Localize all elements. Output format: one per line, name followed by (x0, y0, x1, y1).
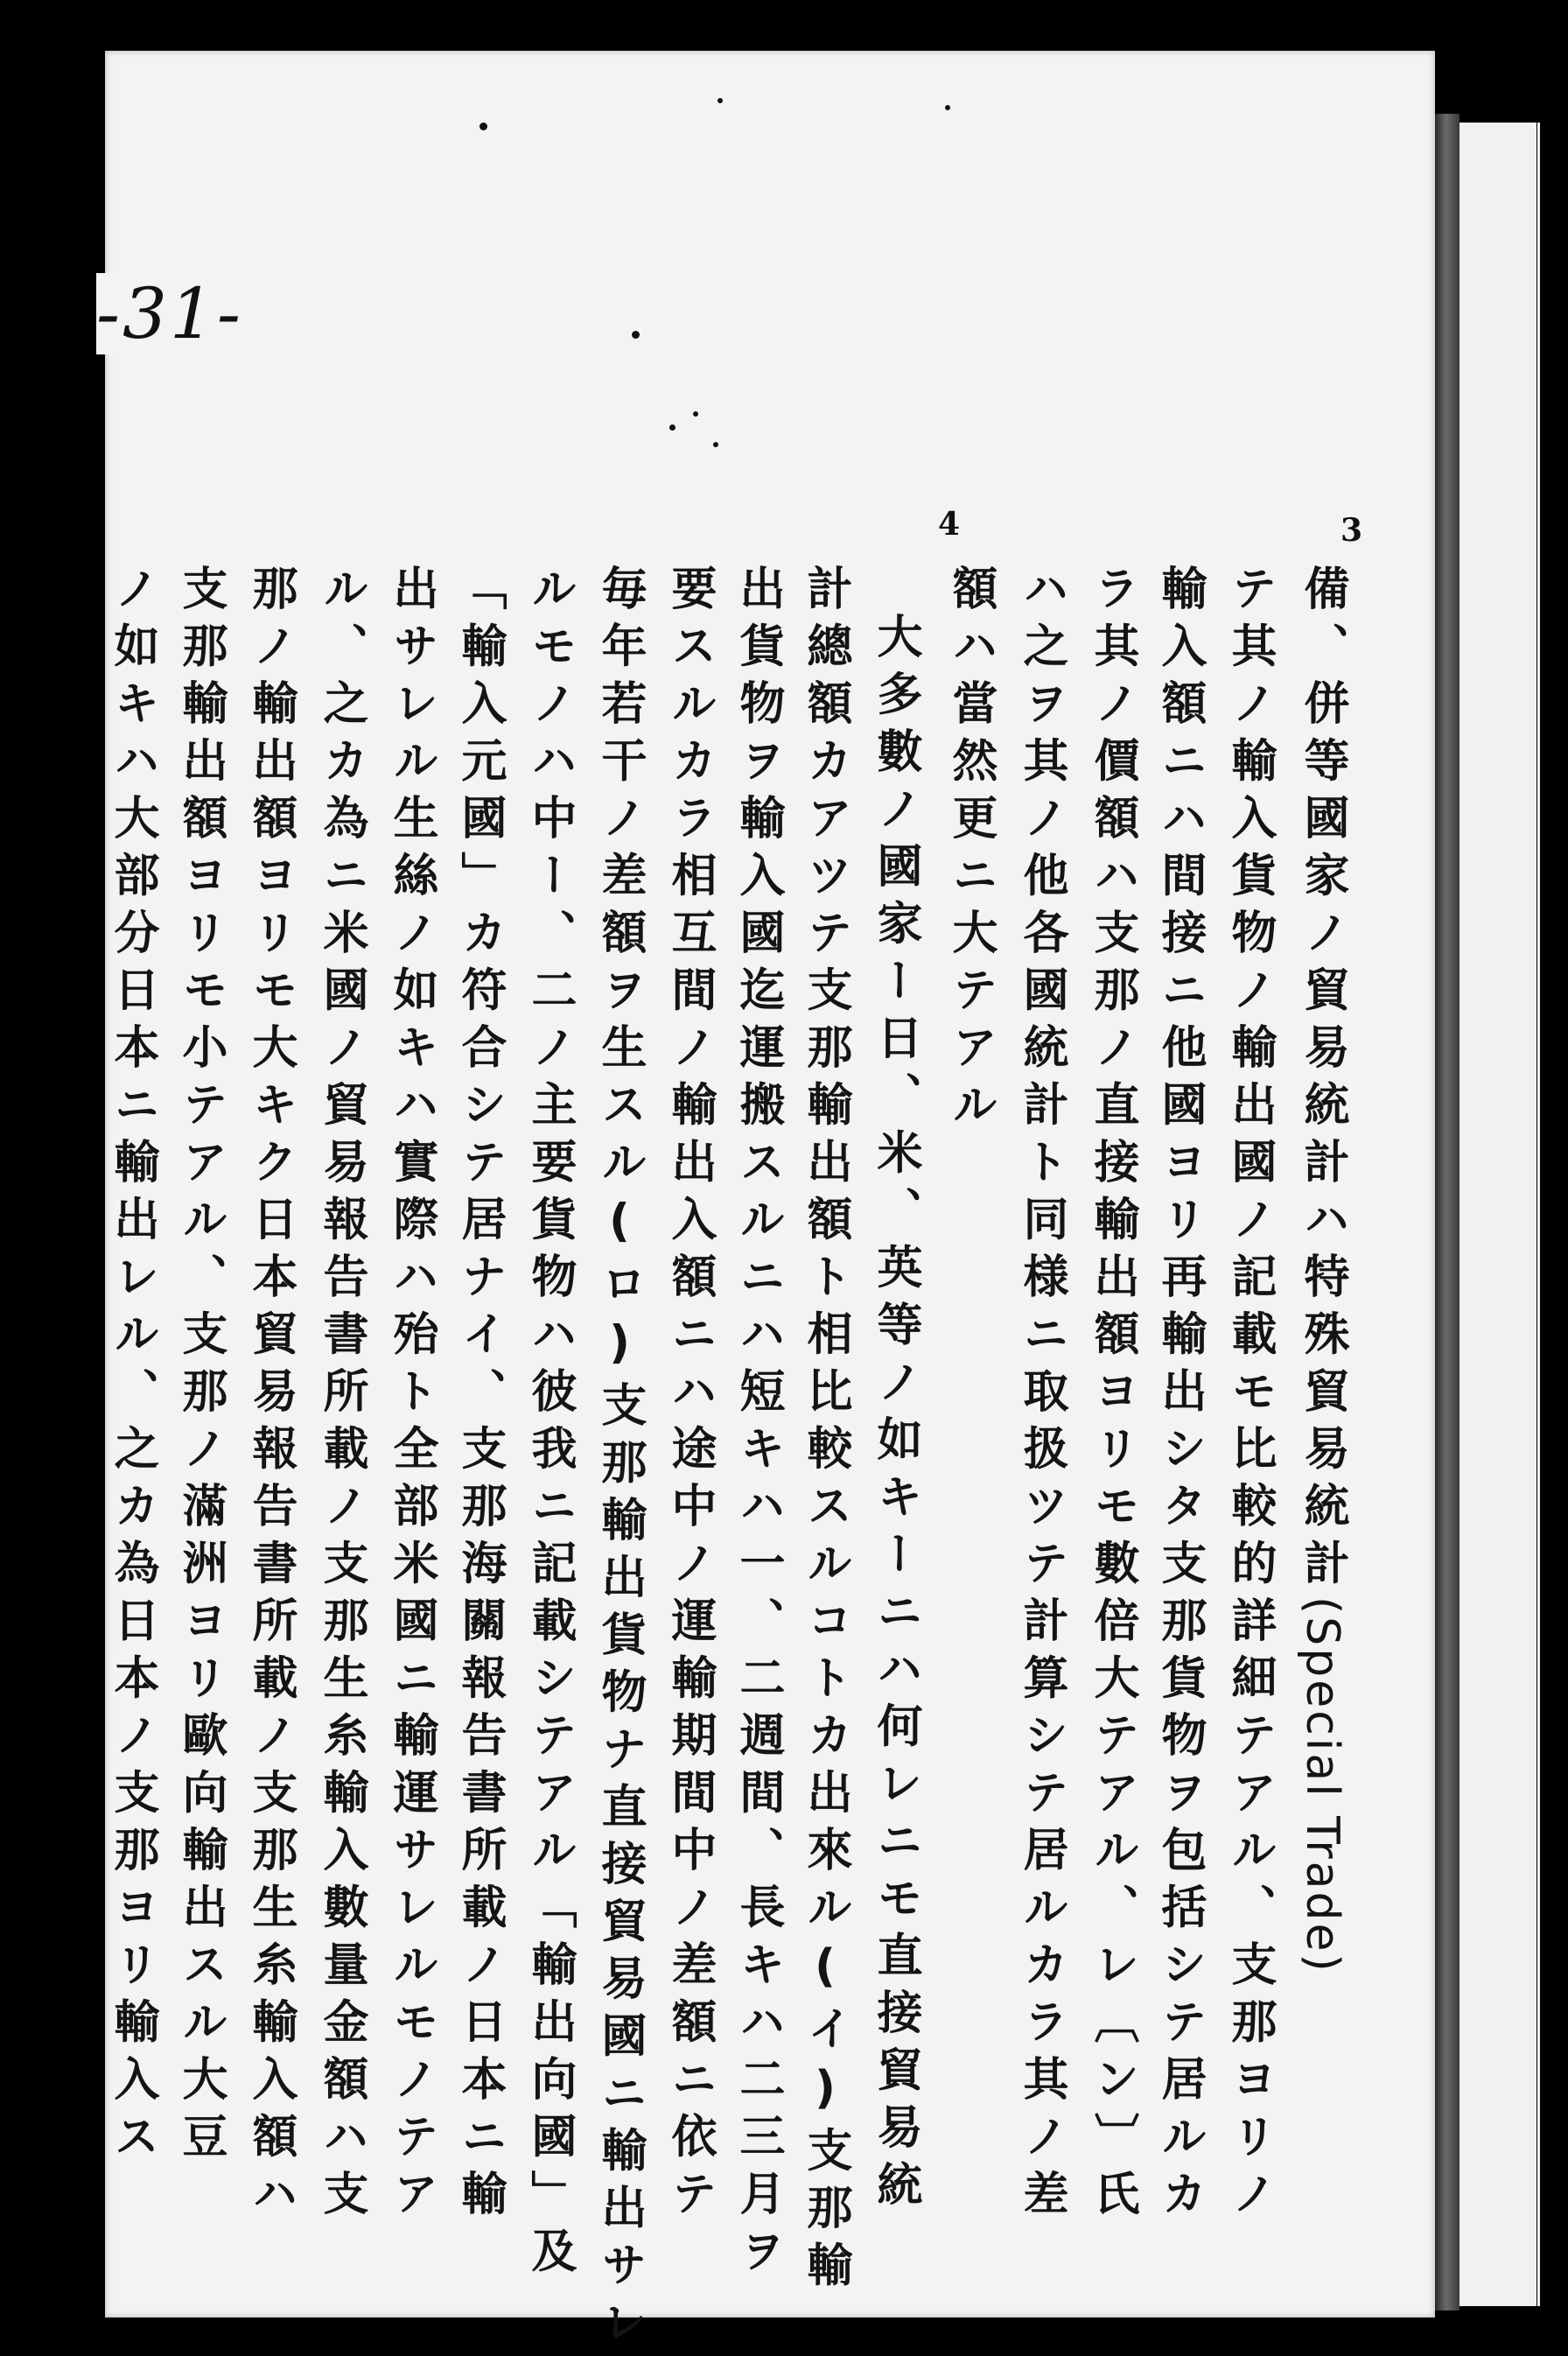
text-column: 支那輸出額ヨリモ小テアル、支那ノ滿洲ヨリ歐向輸出スル大豆 (174, 564, 227, 2170)
text-column: 那ノ輸出額ヨリモ大キク日本貿易報告書所載ノ支那生糸輸入額ハ (244, 564, 297, 2227)
text-column: 輸入額ニハ間接ニ他國ヨリ再輸出シタ支那貨物ヲ包括シテ居ルカ (1153, 564, 1206, 2227)
text-column: 大多數ノ國家ー日、米、英等ノ如キーニハ何レニモ直接貿易統 (869, 613, 921, 2218)
handwritten-page-number: -31- (96, 273, 243, 354)
folio-right: 3 (1340, 512, 1363, 549)
speck (669, 424, 676, 431)
text-column: 備、併等國家ノ貿易統計ハ特殊貿易統計(Special Trade) (1296, 564, 1348, 1974)
speck (945, 105, 950, 110)
speck (718, 98, 723, 103)
text-column: ルモノハ中ー、二ノ主要貨物ハ彼我ニ記載シテアル「輸出向國」及 (523, 564, 576, 2284)
text-column: 出サレル生絲ノ如キハ實際ハ殆ト全部米國ニ輸運サレルモノテア (385, 564, 438, 2227)
speck (693, 411, 698, 417)
text-column: 出貨物ヲ輸入國迄運搬スルニハ短キハ一、二週間、長キハ二三月ヲ (732, 564, 784, 2284)
text-column: ル、之カ為ニ米國ノ貿易報告書所載ノ支那生糸輸入數量金額ハ支 (315, 564, 368, 2227)
text-column: ラ其ノ價額ハ支那ノ直接輸出額ヨリモ數倍大テアル、レ〔ン〕氏 (1086, 564, 1138, 2227)
text-column: 計總額カアツテ支那輸出額ト相比較スルコトカ出來ル(イ)支那輸 (799, 564, 851, 2298)
folio-left: 4 (938, 506, 961, 543)
text-column: 「輸入元國」カ符合シテ居ナイ、支那海關報告書所載ノ日本ニ輸 (453, 564, 506, 2227)
speck (632, 331, 640, 339)
text-column: 要スルカラ相互間ノ輸出入額ニハ途中ノ運輸期間中ノ差額ニ依テ (663, 564, 716, 2227)
text-column: ハ之ヲ其ノ他各國統計ト同様ニ取扱ツテ計算シテ居ルカラ其ノ差 (1015, 564, 1068, 2227)
text-column: テ其ノ輸入貨物ノ輸出國ノ記載モ比較的詳細テアル、支那ヨリノ (1223, 564, 1276, 2227)
text-column: ノ如キハ大部分日本ニ輸出レル、之カ為日本ノ支那ヨリ輸入ス (106, 564, 158, 2170)
text-column: 額ハ當然更ニ大テアル (944, 564, 997, 1138)
speck (480, 123, 487, 130)
frame-edge (1537, 123, 1540, 2306)
speck (713, 442, 718, 447)
book-spine (1435, 114, 1460, 2310)
text-column: 毎年若干ノ差額ヲ生スル(ロ)支那輸出貨物ナ直接貿易國ニ輸出サレ (593, 564, 646, 2356)
facing-page-edge (1460, 123, 1536, 2306)
